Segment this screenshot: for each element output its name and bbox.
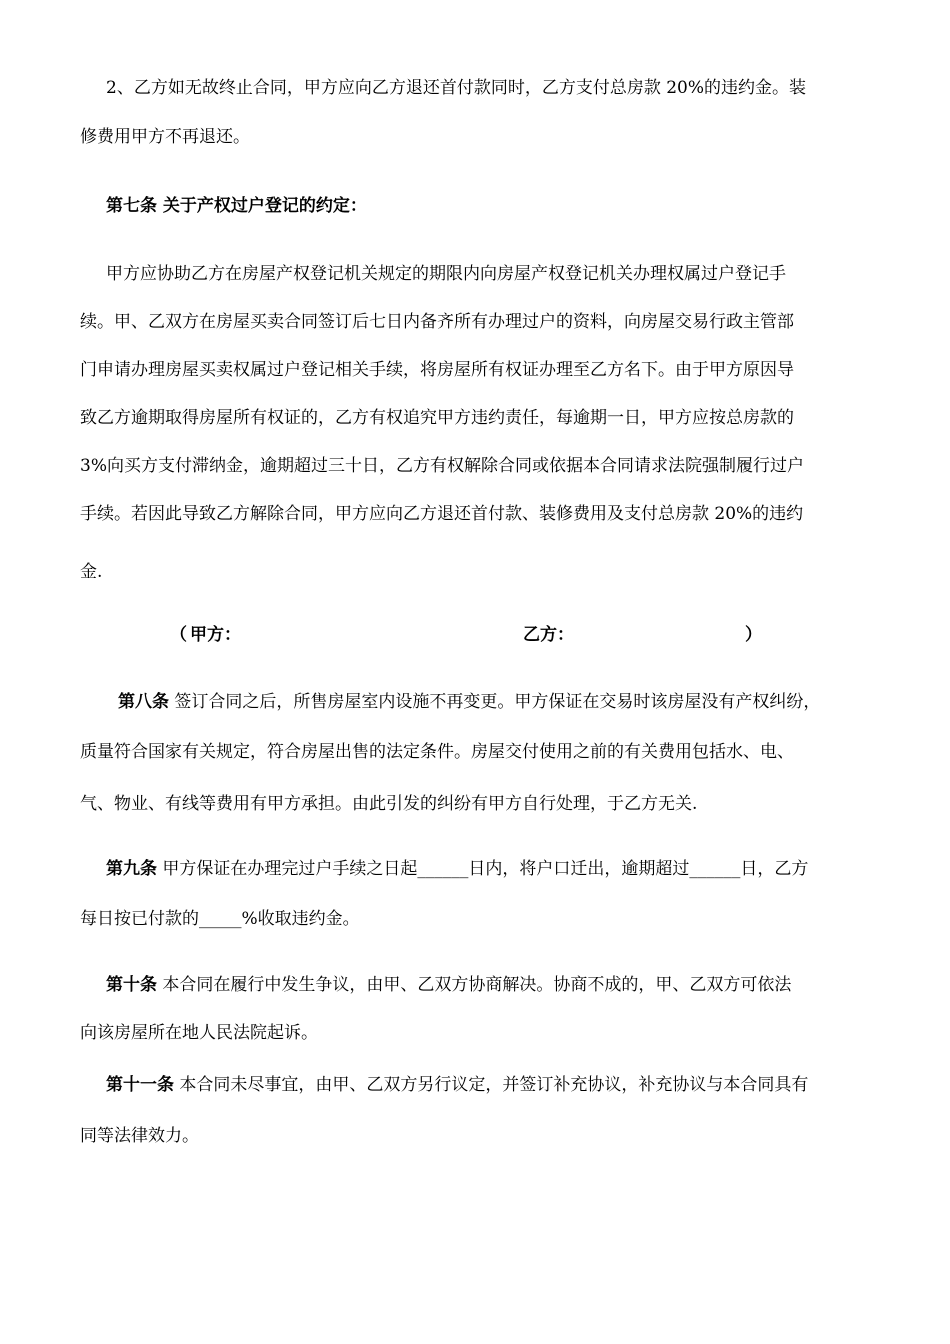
clause7-line: 手续。若因此导致乙方解除合同，甲方应向乙方退还首付款、装修费用及支付总房款 20%的违约 [80,504,804,524]
clause7-heading: 第七条 关于产权过户登记的约定： [106,196,367,216]
clause10-title: 第十条 [106,975,157,995]
clause9-paragraph-first-line [106,858,808,880]
clause7-line: 门申请办理房屋买卖权属过户登记相关手续，将房屋所有权证办理至乙方名下。由于甲方原因导 [80,360,794,380]
clause7-line: 金. [80,562,103,582]
clause9-line2: 每日按已付款的_____%收取违约金。 [80,909,360,929]
clause7-line: 致乙方逾期取得房屋所有权证的，乙方有权追究甲方违约责任，每逾期一日，甲方应按总房款的 [80,408,794,428]
signature-open-paren: （ [170,625,187,645]
clause7-line: 3%向买方支付滞纳金，逾期超过三十日，乙方有权解除合同或依据本合同请求法院强制履行过户 [80,456,804,476]
clause10-line1: 本合同在履行中发生争议，由甲、乙双方协商解决。协商不成的，甲、乙双方可依法 [162,975,792,995]
clause10-line2: 向该房屋所在地人民法院起诉。 [80,1023,318,1043]
clause11-line2: 同等法律效力。 [80,1126,199,1146]
clause7-line: 续。甲、乙双方在房屋买卖合同签订后七日内备齐所有办理过户的资料，向房屋交易行政主管部 [80,312,794,332]
clause9-title: 第九条 [106,859,157,879]
clause10-paragraph-first-line [106,974,791,996]
signature-party-b-label: 乙方： [523,625,574,645]
signature-party-a-label: 甲方： [190,625,241,645]
clause6-item2-line2: 修费用甲方不再退还。 [80,127,250,147]
clause8-title: 第八条 [118,692,169,712]
clause11-paragraph-first-line [106,1074,808,1096]
clause7-line: 甲方应协助乙方在房屋产权登记机关规定的期限内向房屋产权登记机关办理权属过户登记手 [106,264,786,284]
clause8-paragraph-first-line [118,691,820,713]
clause8-line2: 质量符合国家有关规定，符合房屋出售的法定条件。房屋交付使用之前的有关费用包括水、电、 [80,742,794,762]
signature-close-paren: ） [745,625,762,645]
clause11-line1: 本合同未尽事宜，由甲、乙双方另行议定，并签订补充协议，补充协议与本合同具有 [179,1075,809,1095]
clause8-line3: 气、物业、有线等费用有甲方承担。由此引发的纠纷有甲方自行处理，于乙方无关. [80,794,698,814]
clause6-item2-line1: 2、乙方如无故终止合同，甲方应向乙方退还首付款同时，乙方支付总房款 20%的违约金。装 [106,78,807,98]
clause9-line1: 甲方保证在办理完过户手续之日起______日内，将户口迁出，逾期超过______日，乙方 [162,859,809,879]
clause8-line1: 签订合同之后，所售房屋室内设施不再变更。甲方保证在交易时该房屋没有产权纠纷， [174,692,821,712]
clause11-title: 第十一条 [106,1075,174,1095]
